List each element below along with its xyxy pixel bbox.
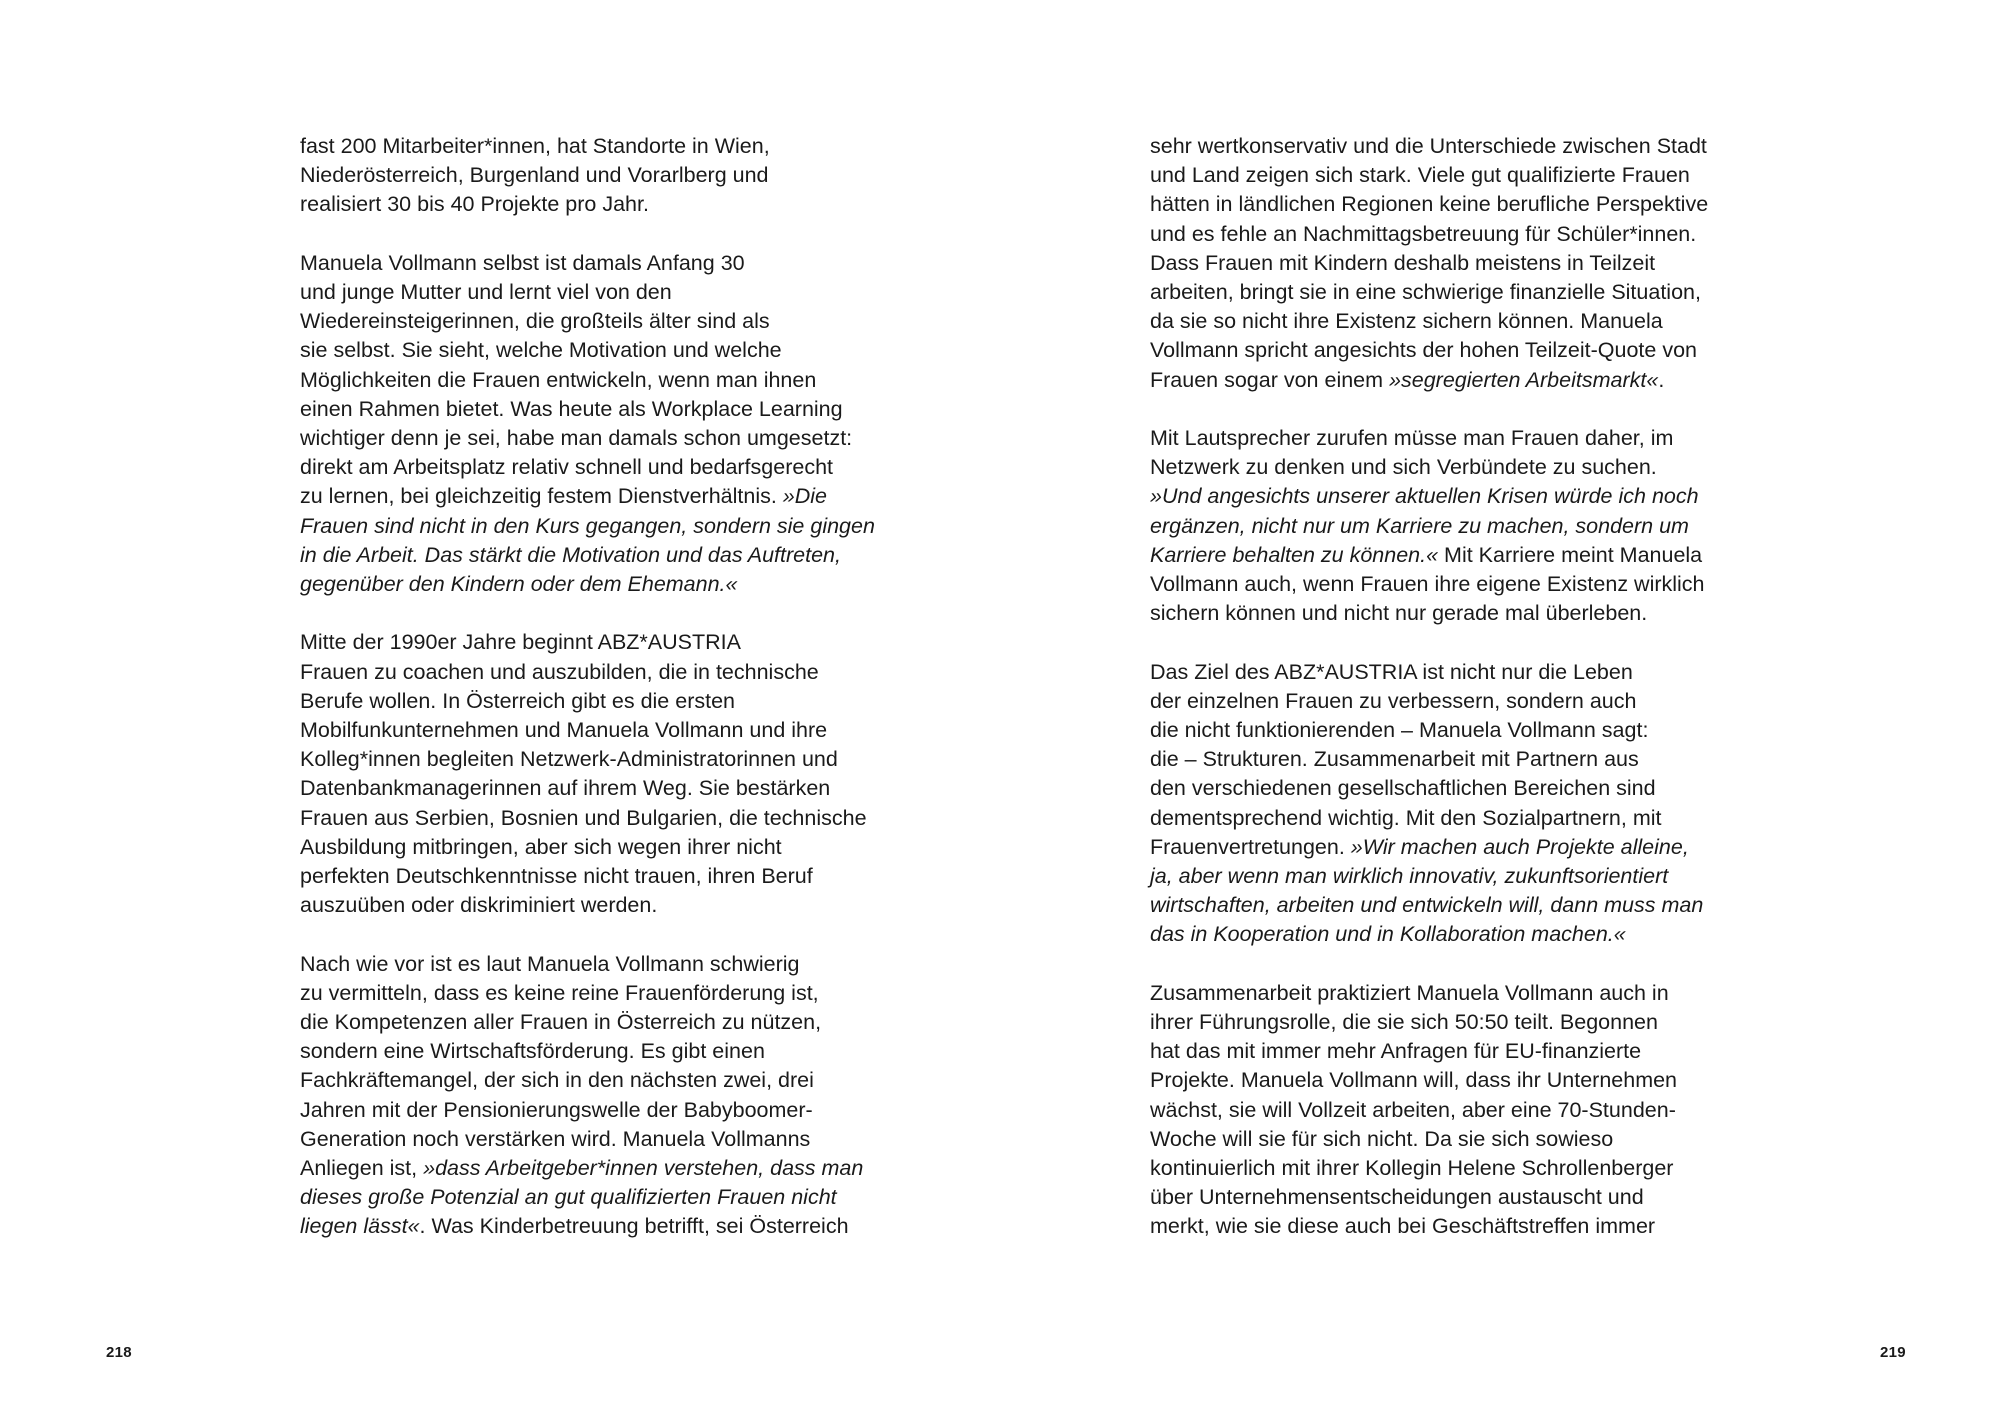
paragraph	[300, 132, 900, 220]
body-text: die Kompetenzen aller Frauen in Österreich zu nützen,	[300, 1010, 822, 1035]
body-text: hätten in ländlichen Regionen keine berufliche Perspektive	[1150, 192, 1709, 217]
quote-text: in die Arbeit. Das stärkt die Motivation und das Auftreten,	[300, 542, 841, 567]
body-text: direkt am Arbeitsplatz relativ schnell und bedarfsgerecht	[300, 455, 833, 480]
text-line	[1150, 190, 1750, 219]
text-line	[1150, 1008, 1750, 1037]
body-text: Mobilfunkunternehmen und Manuela Vollmann und ihre	[300, 718, 828, 743]
body-text: Mit Lautsprecher zurufen müsse man Frauen daher, im	[1150, 426, 1674, 451]
page-number-left: 218	[106, 1344, 132, 1361]
text-line	[300, 862, 900, 891]
text-line	[1150, 278, 1750, 307]
text-line	[1150, 1066, 1750, 1095]
text-line	[300, 658, 900, 687]
text-line	[1150, 1183, 1750, 1212]
body-text: sehr wertkonservativ und die Unterschiede zwischen Stadt	[1150, 134, 1707, 158]
quote-text: Karriere behalten zu können.«	[1150, 542, 1439, 567]
text-line	[300, 1154, 900, 1183]
body-text: Frauen aus Serbien, Bosnien und Bulgarien, die technische	[300, 805, 867, 830]
body-text: wächst, sie will Vollzeit arbeiten, aber eine 70-Stunden-	[1150, 1097, 1676, 1122]
body-text: die nicht funktionierenden – Manuela Vollmann sagt:	[1150, 718, 1649, 743]
body-text: Mitte der 1990er Jahre beginnt ABZ*AUSTRIA	[300, 630, 741, 655]
text-line	[300, 190, 900, 219]
body-text: Generation noch verstärken wird. Manuela Vollmanns	[300, 1126, 811, 1151]
body-text: Jahren mit der Pensionierungswelle der Babyboomer-	[300, 1097, 813, 1122]
quote-text: dieses große Potenzial an gut qualifizierten Frauen nicht	[300, 1185, 837, 1210]
body-text: sondern eine Wirtschaftsförderung. Es gibt einen	[300, 1039, 765, 1064]
text-line	[1150, 132, 1750, 161]
text-line	[300, 716, 900, 745]
text-line	[300, 482, 900, 511]
text-line	[1150, 453, 1750, 482]
body-text: realisiert 30 bis 40 Projekte pro Jahr.	[300, 192, 649, 217]
text-line	[1150, 979, 1750, 1008]
text-line	[1150, 833, 1750, 862]
text-line	[1150, 161, 1750, 190]
text-line	[300, 541, 900, 570]
text-line	[1150, 307, 1750, 336]
text-line	[1150, 862, 1750, 891]
text-line	[300, 891, 900, 920]
text-line	[1150, 482, 1750, 511]
text-line	[1150, 220, 1750, 249]
text-line	[300, 424, 900, 453]
quote-text: »Wir machen auch Projekte alleine,	[1350, 834, 1689, 859]
body-text: Mit Karriere meint Manuela	[1438, 542, 1703, 567]
body-text: Niederösterreich, Burgenland und Vorarlberg und	[300, 163, 769, 188]
body-text: Wiedereinsteigerinnen, die großteils älter sind als	[300, 309, 770, 334]
text-line	[300, 774, 900, 803]
body-text: Vollmann auch, wenn Frauen ihre eigene Existenz wirklich	[1150, 572, 1705, 597]
body-text: Manuela Vollmann selbst ist damals Anfang 30	[300, 250, 745, 275]
text-line	[1150, 687, 1750, 716]
text-line	[300, 161, 900, 190]
text-line	[1150, 774, 1750, 803]
body-text: Nach wie vor ist es laut Manuela Vollmann schwierig	[300, 951, 800, 976]
quote-text: »segregierten Arbeitsmarkt«	[1389, 367, 1659, 392]
body-text: einen Rahmen bietet. Was heute als Workplace Learning	[300, 396, 843, 421]
text-line	[300, 336, 900, 365]
quote-text: wirtschaften, arbeiten und entwickeln will, dann muss man	[1150, 893, 1704, 918]
text-line	[300, 1125, 900, 1154]
body-text: Zusammenarbeit praktiziert Manuela Vollmann auch in	[1150, 980, 1669, 1005]
text-line	[1150, 1154, 1750, 1183]
body-text: und junge Mutter und lernt viel von den	[300, 280, 672, 304]
quote-text: »Und angesichts unserer aktuellen Krisen würde ich noch	[1150, 484, 1699, 509]
paragraph	[1150, 979, 1750, 1242]
paragraph	[300, 249, 900, 599]
body-text: sichern können und nicht nur gerade mal überleben.	[1150, 601, 1648, 626]
text-line	[300, 687, 900, 716]
text-line	[1150, 745, 1750, 774]
left-text-column	[300, 132, 900, 1271]
text-line	[300, 395, 900, 424]
quote-text: gegenüber den Kindern oder dem Ehemann.«	[300, 572, 738, 597]
text-line	[1150, 336, 1750, 365]
text-line	[300, 570, 900, 599]
body-text: perfekten Deutschkenntnisse nicht trauen, ihren Beruf	[300, 864, 813, 889]
text-line	[300, 249, 900, 278]
quote-text: ergänzen, nicht nur um Karriere zu machen, sondern um	[1150, 513, 1689, 538]
body-text: und es fehle an Nachmittagsbetreuung für Schüler*innen.	[1150, 221, 1697, 246]
body-text: ihrer Führungsrolle, die sie sich 50:50 teilt. Begonnen	[1150, 1010, 1658, 1035]
body-text: hat das mit immer mehr Anfragen für EU-finanzierte	[1150, 1039, 1642, 1064]
body-text: wichtiger denn je sei, habe man damals schon umgesetzt:	[300, 426, 853, 451]
body-text: Anliegen ist,	[300, 1156, 424, 1181]
body-text: Berufe wollen. In Österreich gibt es die ersten	[300, 688, 735, 713]
quote-text: »dass Arbeitgeber*innen verstehen, dass man	[423, 1156, 864, 1181]
text-line	[1150, 541, 1750, 570]
body-text: dementsprechend wichtig. Mit den Sozialpartnern, mit	[1150, 805, 1662, 830]
paragraph	[1150, 424, 1750, 628]
text-line	[1150, 599, 1750, 628]
body-text: Fachkräftemangel, der sich in den nächsten zwei, drei	[300, 1068, 814, 1093]
text-line	[300, 1066, 900, 1095]
text-line	[300, 950, 900, 979]
paragraph	[1150, 658, 1750, 950]
text-line	[300, 833, 900, 862]
text-line	[300, 979, 900, 1008]
text-line	[1150, 804, 1750, 833]
body-text: Kolleg*innen begleiten Netzwerk-Administratorinnen und	[300, 747, 838, 772]
body-text: den verschiedenen gesellschaftlichen Bereichen sind	[1150, 776, 1656, 801]
body-text: Frauen sogar von einem	[1150, 367, 1390, 392]
right-page	[1000, 0, 2000, 1412]
text-line	[300, 307, 900, 336]
text-line	[300, 1008, 900, 1037]
quote-text: liegen lässt«	[300, 1214, 420, 1239]
text-line	[300, 1037, 900, 1066]
text-line	[1150, 249, 1750, 278]
body-text: . Was Kinderbetreuung betrifft, sei Österreich	[419, 1214, 849, 1239]
body-text: Projekte. Manuela Vollmann will, dass ihr Unternehmen	[1150, 1068, 1678, 1093]
text-line	[300, 1183, 900, 1212]
text-line	[1150, 1037, 1750, 1066]
page-number-right: 219	[1880, 1344, 1906, 1361]
body-text: Ausbildung mitbringen, aber sich wegen ihrer nicht	[300, 834, 782, 859]
body-text: merkt, wie sie diese auch bei Geschäftstreffen immer	[1150, 1214, 1656, 1239]
body-text: zu lernen, bei gleichzeitig festem Dienstverhältnis.	[300, 484, 783, 509]
body-text: die – Strukturen. Zusammenarbeit mit Partnern aus	[1150, 747, 1639, 772]
text-line	[1150, 1096, 1750, 1125]
paragraph	[300, 628, 900, 920]
text-line	[300, 804, 900, 833]
text-line	[300, 366, 900, 395]
quote-text: das in Kooperation und in Kollaboration machen.«	[1150, 922, 1626, 947]
right-text-column	[1150, 132, 1750, 1271]
text-line	[300, 278, 900, 307]
body-text: und Land zeigen sich stark. Viele gut qualifizierte Frauen	[1150, 163, 1690, 188]
text-line	[1150, 424, 1750, 453]
body-text: sie selbst. Sie sieht, welche Motivation und welche	[300, 338, 782, 363]
text-line	[300, 453, 900, 482]
paragraph	[300, 950, 900, 1242]
text-line	[300, 1212, 900, 1241]
body-text: Möglichkeiten die Frauen entwickeln, wenn man ihnen	[300, 367, 817, 392]
text-line	[1150, 920, 1750, 949]
text-line	[300, 132, 900, 161]
body-text: .	[1658, 367, 1665, 392]
body-text: Das Ziel des ABZ*AUSTRIA ist nicht nur die Leben	[1150, 659, 1633, 684]
body-text: Frauenvertretungen.	[1150, 834, 1351, 859]
body-text: Datenbankmanagerinnen auf ihrem Weg. Sie bestärken	[300, 776, 831, 801]
paragraph	[1150, 132, 1750, 395]
text-line	[1150, 891, 1750, 920]
text-line	[300, 745, 900, 774]
text-line	[300, 628, 900, 657]
text-line	[1150, 512, 1750, 541]
body-text: zu vermitteln, dass es keine reine Frauenförderung ist,	[300, 980, 819, 1005]
body-text: Netzwerk zu denken und sich Verbündete zu suchen.	[1150, 455, 1657, 480]
body-text: fast 200 Mitarbeiter*innen, hat Standorte in Wien,	[300, 134, 770, 158]
quote-text: ja, aber wenn man wirklich innovativ, zukunftsorientiert	[1150, 864, 1669, 889]
body-text: kontinuierlich mit ihrer Kollegin Helene Schrollenberger	[1150, 1156, 1674, 1181]
text-line	[300, 512, 900, 541]
body-text: auszuüben oder diskriminiert werden.	[300, 893, 658, 918]
text-line	[1150, 1212, 1750, 1241]
body-text: da sie so nicht ihre Existenz sichern können. Manuela	[1150, 309, 1663, 334]
text-line	[1150, 366, 1750, 395]
body-text: über Unternehmensentscheidungen austauscht und	[1150, 1185, 1644, 1210]
body-text: Frauen zu coachen und auszubilden, die in technische	[300, 659, 819, 684]
body-text: Dass Frauen mit Kindern deshalb meistens in Teilzeit	[1150, 250, 1656, 275]
quote-text: »Die	[782, 484, 828, 509]
text-line	[1150, 570, 1750, 599]
quote-text: Frauen sind nicht in den Kurs gegangen, sondern sie gingen	[300, 513, 875, 538]
body-text: Vollmann spricht angesichts der hohen Teilzeit-Quote von	[1150, 338, 1697, 363]
text-line	[300, 1096, 900, 1125]
body-text: der einzelnen Frauen zu verbessern, sondern auch	[1150, 688, 1637, 713]
body-text: arbeiten, bringt sie in eine schwierige finanzielle Situation,	[1150, 280, 1701, 305]
text-line	[1150, 658, 1750, 687]
text-line	[1150, 716, 1750, 745]
text-line	[1150, 1125, 1750, 1154]
body-text: Woche will sie für sich nicht. Da sie sich sowieso	[1150, 1126, 1614, 1151]
